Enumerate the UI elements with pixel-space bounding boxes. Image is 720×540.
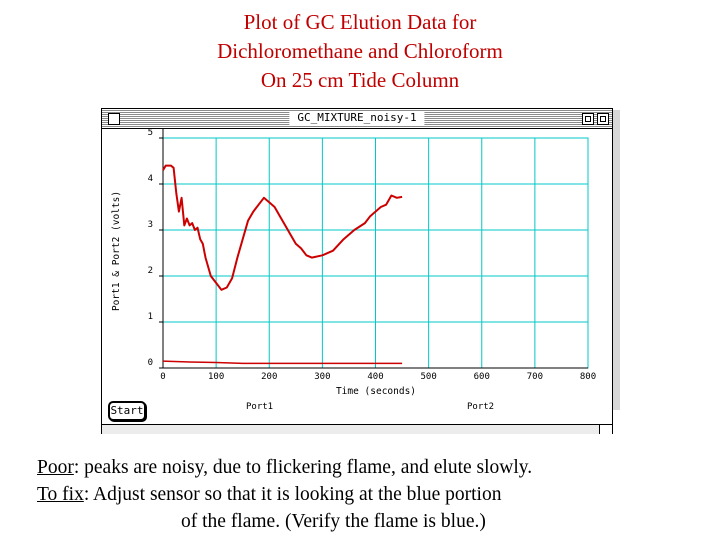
- port2-label: Port2: [467, 402, 495, 412]
- background-strip: [613, 110, 620, 410]
- x-tick-label: 200: [261, 372, 278, 382]
- x-tick-label: 0: [160, 372, 166, 382]
- caption-line-fix: [37, 481, 532, 508]
- collapse-box-icon[interactable]: [597, 113, 609, 125]
- data-series: [163, 166, 402, 364]
- x-tick-label: 500: [420, 372, 437, 382]
- fix-text: : Adjust sensor so that it is looking at the blue portion: [83, 484, 502, 505]
- poor-label: Poor: [37, 457, 74, 478]
- caption-line-fix-2: of the flame. (Verify the flame is blue.): [181, 511, 486, 532]
- y-tick-label: 0: [147, 358, 153, 368]
- close-box-icon[interactable]: [108, 113, 120, 125]
- slide-title: [0, 8, 720, 95]
- x-tick-label: 700: [526, 372, 544, 382]
- y-tick-label: 5: [147, 129, 153, 138]
- zoom-box-icon[interactable]: [582, 113, 594, 125]
- window-bottom-bar: [102, 424, 612, 434]
- slide-title-line-2: Dichloromethane and Chloroform: [217, 39, 503, 63]
- x-tick-label: 300: [314, 372, 331, 382]
- resize-handle-icon[interactable]: [599, 425, 612, 434]
- slide-title-line-1: Plot of GC Elution Data for: [243, 10, 477, 34]
- y-tick-label: 3: [147, 220, 153, 230]
- x-tick-label: 100: [207, 372, 225, 382]
- x-tick-label: 400: [367, 372, 384, 382]
- start-button[interactable]: Start: [108, 401, 146, 421]
- tick-labels: [148, 129, 597, 382]
- y-tick-label: 1: [147, 312, 153, 322]
- y-axis-label: Port1 & Port2 (volts): [111, 190, 122, 312]
- x-tick-label: 800: [579, 372, 597, 382]
- slide-title-line-3: On 25 cm Tide Column: [260, 68, 460, 92]
- x-axis-label: Time (seconds): [335, 386, 417, 397]
- chart: [102, 129, 612, 401]
- caption-line-poor: [37, 454, 532, 481]
- grid-lines: [163, 138, 588, 368]
- y-tick-label: 4: [147, 174, 153, 184]
- caption: [37, 454, 532, 535]
- fix-label: To fix: [37, 484, 84, 505]
- port1-label: Port1: [246, 402, 274, 412]
- series-line-port2: [163, 361, 402, 363]
- y-tick-label: 2: [147, 266, 153, 276]
- window-title: GC_MIXTURE_noisy-1: [289, 111, 424, 125]
- x-tick-label: 600: [473, 372, 490, 382]
- poor-text: : peaks are noisy, due to flickering flame, and elute slowly.: [73, 457, 533, 478]
- window-titlebar[interactable]: [102, 109, 612, 129]
- graph-window: [101, 108, 613, 434]
